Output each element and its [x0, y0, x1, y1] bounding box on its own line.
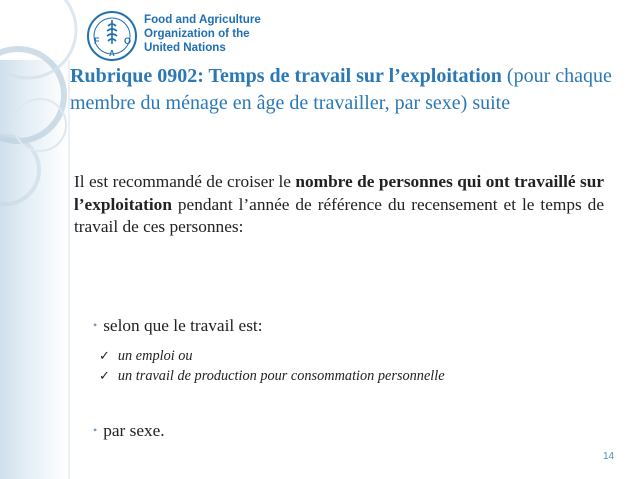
bullet-item-2: [93, 421, 165, 441]
fao-emblem-icon: [86, 10, 138, 62]
body-bold-text: nombre de personnes qui ont travaillé sur l’exploitation: [74, 172, 604, 214]
left-decorative-band: [0, 60, 68, 479]
bullet-1-text: selon que le travail est:: [103, 316, 263, 335]
svg-text:O: O: [124, 36, 132, 46]
sub-item-1-text: un emploi ou: [117, 348, 193, 364]
sub-item-1: [99, 348, 193, 365]
title-bold: Rubrique 0902: Temps de travail sur l’exploitation: [70, 65, 502, 87]
check-mark-icon: ✓: [99, 349, 110, 364]
logo-line-2: Organization of the: [144, 27, 250, 40]
check-mark-icon: ✓: [99, 369, 110, 384]
bullet-item-1: [93, 316, 263, 336]
bullet-dot-icon: •: [93, 423, 98, 437]
sub-item-2: [99, 368, 445, 385]
body-text-before: Il est recommandé de croiser le: [74, 172, 296, 191]
page-number: 14: [603, 451, 615, 462]
title-normal: (pour chaque membre du ménage en âge de travailler, par sexe) suite: [70, 65, 612, 114]
body-text-after: pendant l’année de référence du recensement et le temps de travail de ces personnes:: [74, 194, 604, 236]
bullet-2-text: par sexe.: [103, 421, 165, 440]
slide-title: [70, 63, 620, 117]
svg-text:A: A: [109, 49, 115, 58]
sub-item-2-text: un travail de production pour consommation personnelle: [117, 368, 445, 384]
fao-logo: [86, 10, 326, 62]
fao-logo-text: [144, 13, 261, 55]
logo-line-1: Food and Agriculture: [144, 13, 261, 26]
svg-text:F: F: [94, 36, 100, 46]
bullet-dot-icon: •: [93, 318, 98, 332]
body-paragraph: [74, 171, 604, 239]
logo-line-3: United Nations: [144, 41, 226, 54]
